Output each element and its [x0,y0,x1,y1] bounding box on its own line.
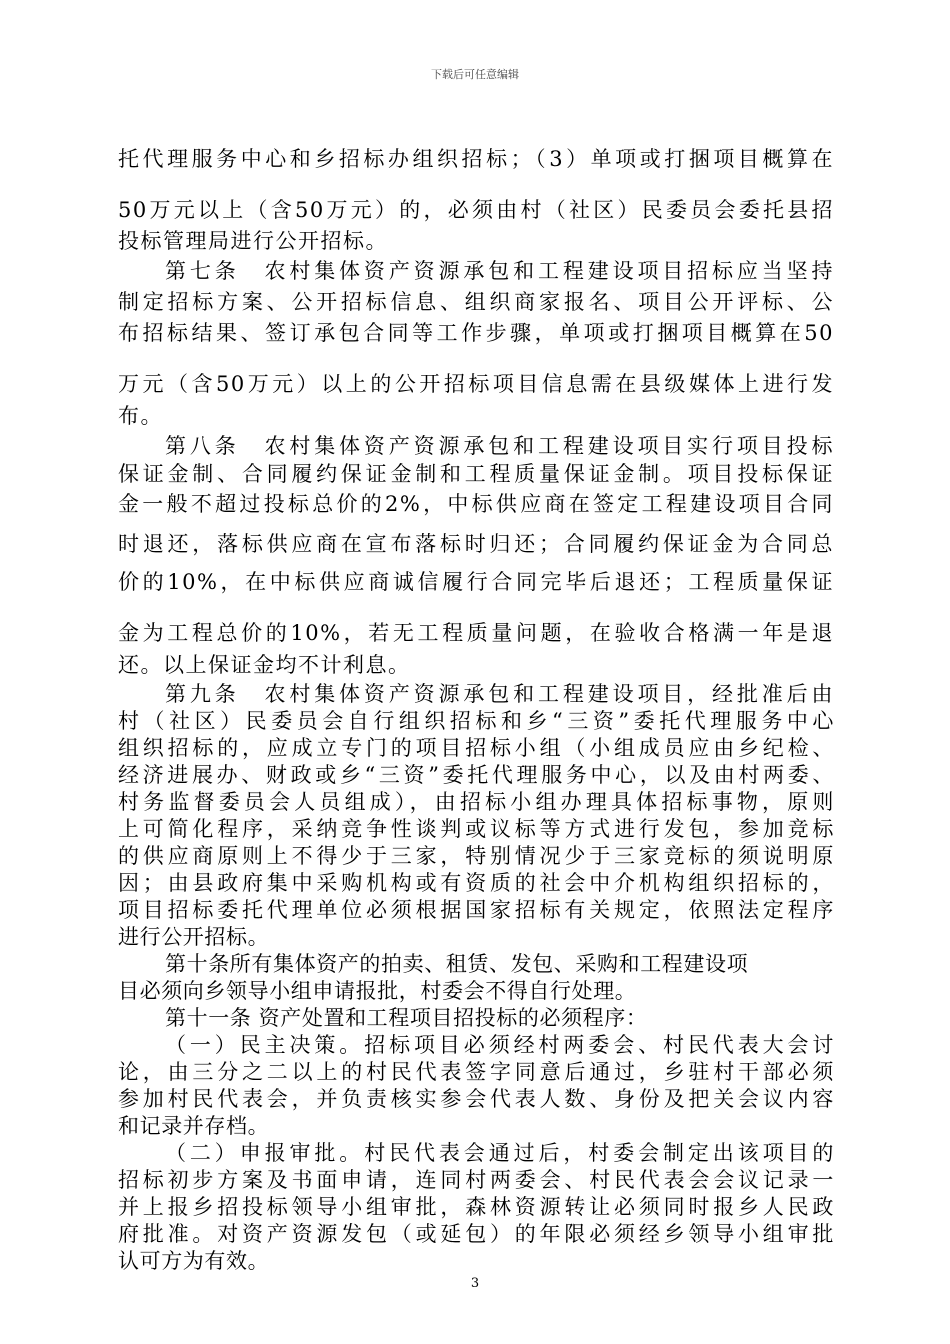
body-line: 万元（含50万元）以上的公开招标项目信息需在县级媒体上进行发 [118,372,834,396]
body-line: 的供应商原则上不得少于三家，特别情况少于三家竞标的须说明原 [118,844,834,868]
article-11-line: 第十一条 资产处置和工程项目招投标的必须程序： [165,1006,648,1030]
body-line: 认可方为有效。 [118,1249,270,1273]
body-line: 上可简化程序，采纳竞争性谈判或议标等方式进行发包，参加竞标 [118,817,834,841]
body-line: 项目招标委托代理单位必须根据国家招标有关规定，依照法定程序 [118,898,834,922]
body-line: 价的10%，在中标供应商诚信履行合同完毕后退还；工程质量保证 [118,570,834,594]
clause-1-line: （一）民主决策。招标项目必须经村两委会、村民代表大会讨 [165,1033,834,1057]
body-line: 村务监督委员会人员组成），由招标小组办理具体招标事物，原则 [118,790,834,814]
body-line: 布。 [118,404,163,428]
body-line: 参加村民代表会，并负责核实参会代表人数、身份及把关会议内容 [118,1087,834,1111]
body-line: 目必须向乡领导小组申请报批，村委会不得自行处理。 [118,979,637,1003]
article-9-line: 第九条 农村集体资产资源承包和工程建设项目，经批准后由 [165,682,834,706]
body-line: 布招标结果、签订承包合同等工作步骤，单项或打捆项目概算在50 [118,321,834,345]
body-line: 组织招标的，应成立专门的项目招标小组（小组成员应由乡纪检、 [118,736,834,760]
body-line: 50万元以上（含50万元）的，必须由村（社区）民委员会委托县招 [118,198,834,222]
body-line: 论，由三分之二以上的村民代表签字同意后通过，乡驻村干部必须 [118,1060,834,1084]
body-line: 经济进展办、财政或乡“三资”委托代理服务中心，以及由村两委、 [118,763,834,787]
body-line: 投标管理局进行公开招标。 [118,229,388,253]
body-line: 还。以上保证金均不计利息。 [118,653,411,677]
article-8-line: 第八条 农村集体资产资源承包和工程建设项目实行项目投标 [165,434,834,458]
body-line: 时退还，落标供应商在宣布落标时归还；合同履约保证金为合同总 [118,532,834,556]
body-line: 村（社区）民委员会自行组织招标和乡“三资”委托代理服务中心 [118,709,834,733]
body-line: 托代理服务中心和乡招标办组织招标；（3）单项或打捆项目概算在 [118,147,834,171]
body-line: 金一般不超过投标总价的2%，中标供应商在签定工程建设项目合同 [118,492,834,516]
body-line: 府批准。对资产资源发包（或延包）的年限必须经乡领导小组审批 [118,1222,834,1246]
page-number: 3 [470,1276,480,1291]
body-line: 制定招标方案、公开招标信息、组织商家报名、项目公开评标、公 [118,290,834,314]
article-7-line: 第七条 农村集体资产资源承包和工程建设项目招标应当坚持 [165,259,834,283]
body-line: 和记录并存档。 [118,1114,270,1138]
body-line: 保证金制、合同履约保证金制和工程质量保证金制。项目投标保证 [118,462,834,486]
body-line: 并上报乡招投标领导小组审批，森林资源转让必须同时报乡人民政 [118,1195,834,1219]
page-header: 下载后可任意编辑 [431,68,519,81]
body-line: 金为工程总价的10%，若无工程质量问题，在验收合格满一年是退 [118,621,834,645]
body-line: 招标初步方案及书面申请，连同村两委会、村民代表会会议记录一 [118,1168,834,1192]
body-line: 因；由县政府集中采购机构或有资质的社会中介机构组织招标的， [118,871,834,895]
clause-2-line: （二）申报审批。村民代表会通过后，村委会制定出该项目的 [165,1141,834,1165]
body-line: 进行公开招标。 [118,925,270,949]
article-10-line: 第十条所有集体资产的拍卖、租赁、发包、采购和工程建设项 [165,952,749,976]
